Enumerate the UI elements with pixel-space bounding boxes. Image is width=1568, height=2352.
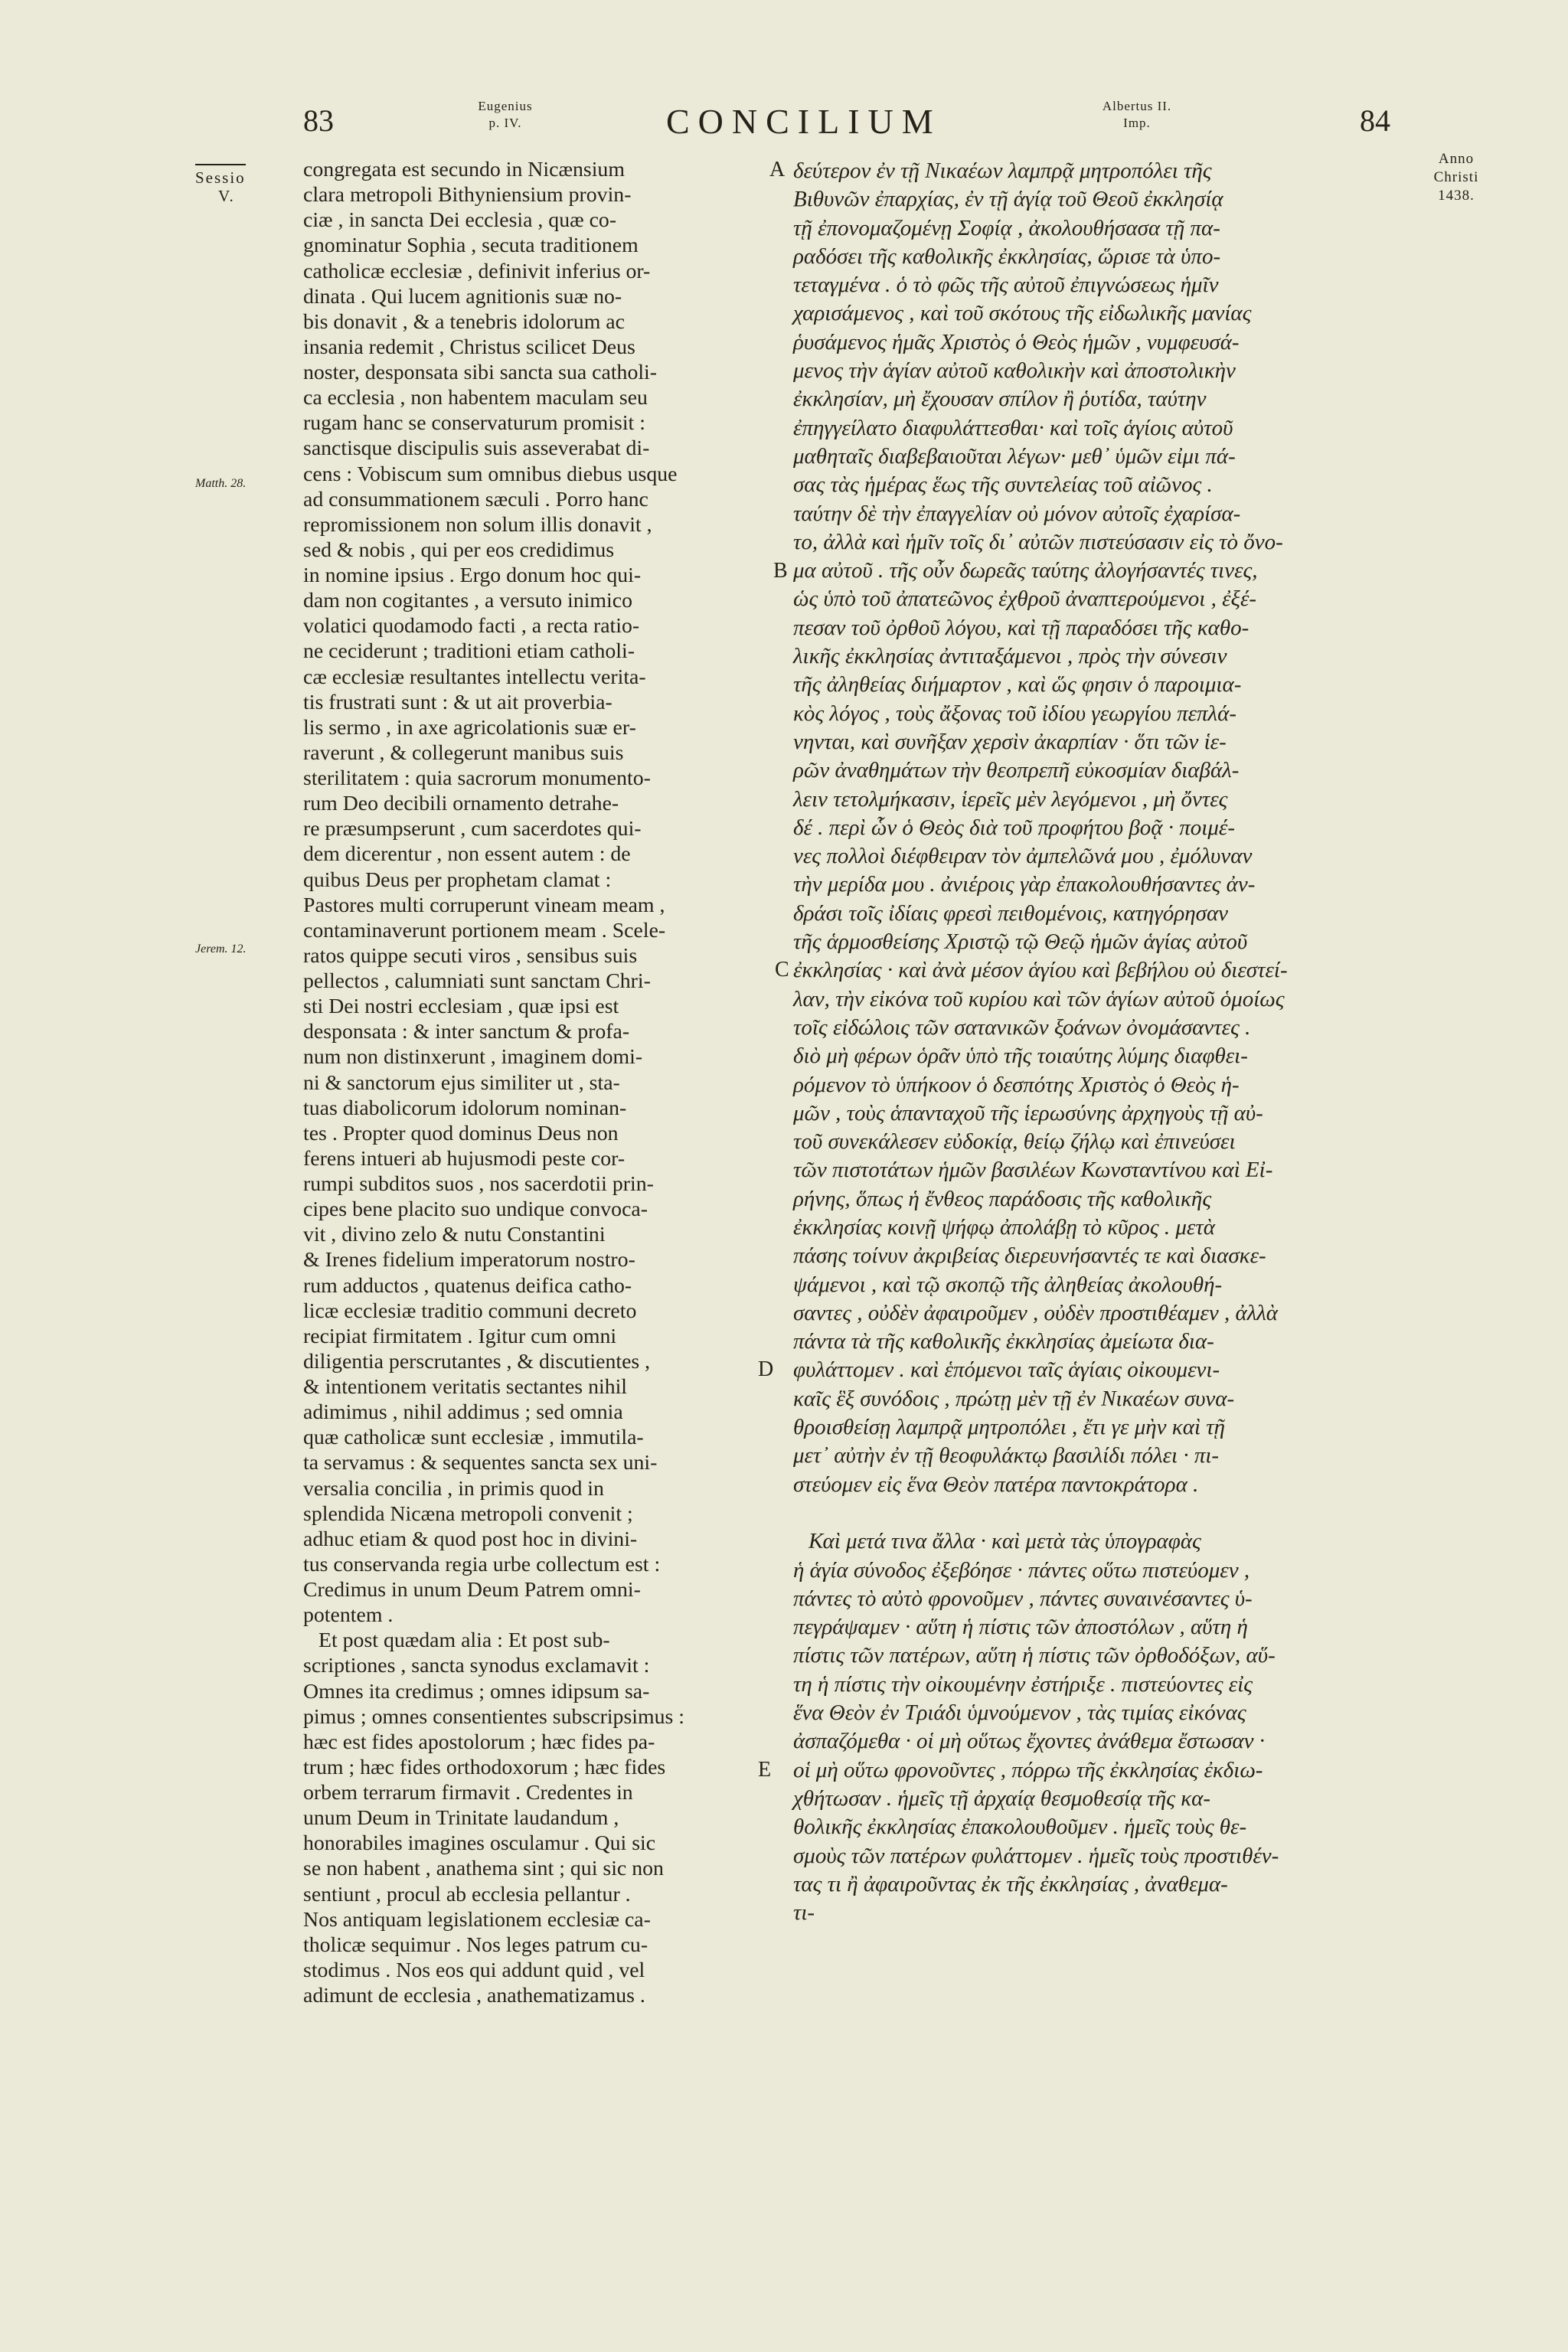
greek-text-line: σαντες , οὐδὲν ἀφαιροῦμεν , οὐδὲν προστιθέαμεν , ἀλλὰ	[793, 1300, 1279, 1325]
section-letter-d: D	[758, 1357, 774, 1381]
latin-text-line: dinata . Qui lucem agnitionis suæ no-	[303, 284, 622, 309]
latin-text-line: ni & sanctorum ejus similiter ut , sta-	[303, 1070, 620, 1095]
latin-text-line: licæ ecclesiæ traditio communi decreto	[303, 1298, 637, 1323]
session-number: V.	[218, 187, 235, 205]
latin-text-line: versalia concilia , in primis quod in	[303, 1476, 604, 1501]
section-letter-a: A	[769, 158, 786, 181]
emperor-sub: Imp.	[1123, 116, 1151, 130]
greek-text-line: δεύτερον ἐν τῇ Νικαέων λαμπρᾷ μητροπόλει τῆς	[793, 158, 1212, 183]
greek-column	[793, 157, 1406, 1927]
latin-text-line: cens : Vobiscum sum omnibus diebus usque	[303, 462, 678, 486]
latin-text-line: Credimus in unum Deum Patrem omni-	[303, 1578, 641, 1602]
greek-text-line: τοῖς εἰδώλοις τῶν σατανικῶν ξοάνων ὀνομάσαντες .	[793, 1014, 1251, 1040]
greek-text-line: μῶν , τοὺς ἁπανταχοῦ τῆς ἱερωσύνης ἀρχηγοὺς τῇ αὐ-	[793, 1100, 1263, 1125]
latin-text-line: tis frustrati sunt : & ut ait proverbia-	[303, 690, 612, 714]
latin-text-line: ad consummationem sæculi . Porro hanc	[303, 487, 648, 511]
latin-text-line: gnominatur Sophia , secuta traditionem	[303, 234, 639, 258]
latin-text-line: insania redemit , Christus scilicet Deus	[303, 335, 635, 359]
latin-text-line: potentem .	[303, 1603, 394, 1628]
latin-text-line: re præsumpserunt , cum sacerdotes qui-	[303, 817, 642, 841]
latin-text-line: sanctisque discipulis suis asseverabat di-	[303, 436, 650, 461]
latin-text-line: se non habent , anathema sint ; qui sic non	[303, 1857, 664, 1881]
latin-text-line: dem dicerentur , non essent autem : de	[303, 842, 631, 867]
latin-text-line: volatici quodamodo facti , a recta ratio-	[303, 614, 640, 639]
latin-text-line: Pastores multi corruperunt vineam meam ,	[303, 893, 665, 917]
page-number-left: 83	[303, 103, 334, 138]
latin-text-line: in nomine ipsius . Ergo donum hoc qui-	[303, 564, 642, 587]
latin-text-line: pellectos , calumniati sunt sanctam Chri-	[303, 969, 651, 993]
latin-text-line: congregata est secundo in Nicænsium	[303, 158, 625, 181]
emperor-heading	[1091, 98, 1183, 132]
margin-ref-matthew: Matth. 28.	[195, 477, 247, 490]
latin-text-line: dam non cogitantes , a versuto inimico	[303, 589, 632, 613]
greek-text-line: νες πολλοὶ διέφθειραν τὸν ἀμπελῶνά μου , ἐμόλυναν	[793, 844, 1253, 869]
latin-text-line: ne ceciderunt ; traditioni etiam catholi-	[303, 639, 635, 664]
section-letter-b: B	[773, 559, 788, 583]
greek-text-line: κὸς λόγος , τοὺς ἄξονας τοῦ ἰδίου γεωργίου πεπλά-	[793, 701, 1236, 726]
greek-text-line: πίστις τῶν πατέρων, αὕτη ἡ πίστις τῶν ὀρθοδόξων, αὕ-	[793, 1643, 1276, 1668]
latin-text-line: ciæ , in sancta Dei ecclesia , quæ co-	[303, 208, 617, 233]
greek-text-line: διὸ μὴ φέρων ὁρᾶν ὑπὸ τῆς τοιαύτης λύμης διαφθει-	[793, 1044, 1248, 1069]
latin-text-line: num non distinxerunt , imaginem domi-	[303, 1045, 643, 1070]
latin-text-line: clara metropoli Bithyniensium provin-	[303, 183, 632, 207]
greek-text-line: λικῆς ἐκκλησίας ἀντιταξάμενοι , πρὸς τὴν σύνεσιν	[793, 644, 1227, 669]
greek-text-line: τῇ ἐπονομαζομένῃ Σοφίᾳ , ἀκολουθήσασα τῇ πα-	[793, 215, 1220, 240]
greek-text-line: τεταγμένα . ὁ τὸ φῶς τῆς αὐτοῦ ἐπιγνώσεως ἡμῖν	[793, 273, 1219, 298]
latin-text-line: raverunt , & collegerunt manibus suis	[303, 740, 624, 765]
greek-text-line: νηνται, καὶ συνῆξαν χερσὶν ἀκαρπίαν · ὅτι τῶν ἱε-	[793, 729, 1227, 754]
greek-text-line: στεύομεν εἰς ἕνα Θεὸν πατέρα παντοκράτορα .	[793, 1472, 1199, 1497]
greek-text-line: ρῶν ἀναθημάτων τὴν θεοπρεπῆ εὐκοσμίαν διαβάλ-	[793, 758, 1240, 783]
greek-text-line: Βιθυνῶν ἐπαρχίας, ἐν τῇ ἁγίᾳ τοῦ Θεοῦ ἐκκλησίᾳ	[793, 187, 1223, 212]
greek-text-line: φυλάττομεν . καὶ ἑπόμενοι ταῖς ἁγίαις οἰκουμενι-	[793, 1357, 1220, 1383]
latin-text-line: Omnes ita credimus ; omnes idipsum sa-	[303, 1679, 650, 1704]
latin-text-line: orbem terrarum firmavit . Credentes in	[303, 1781, 633, 1805]
greek-text-line: πάντα τὰ τῆς καθολικῆς ἐκκλησίας ἀμείωτα δια-	[793, 1329, 1214, 1354]
latin-text-line: pimus ; omnes consentientes subscripsimus :	[303, 1704, 684, 1729]
greek-text-line: λειν τετολμήκασιν, ἱερεῖς μὲν λεγόμενοι , μὴ ὄντες	[793, 786, 1228, 812]
greek-text-line: οἱ μὴ οὕτω φρονοῦντες , πόρρω τῆς ἐκκλησίας ἐκδιω-	[793, 1757, 1263, 1782]
greek-text-line: Καὶ μετά τινα ἄλλα · καὶ μετὰ τὰς ὑπογραφὰς	[808, 1529, 1201, 1554]
latin-text-line: contaminaverunt portionem meam . Scele-	[303, 918, 666, 942]
greek-text-line: μετ᾽ αὐτὴν ἐν τῇ θεοφυλάκτῳ βασιλίδι πόλει · πι-	[793, 1443, 1220, 1468]
greek-text-line: τας τι ἢ ἀφαιροῦντας ἐκ τῆς ἐκκλησίας , ἀναθεμα-	[793, 1871, 1228, 1896]
session-label: Sessio	[195, 168, 246, 187]
latin-text-line: adhuc etiam & quod post hoc in divini-	[303, 1527, 638, 1551]
page-header	[0, 98, 1568, 159]
latin-text-line: sed & nobis , qui per eos credidimus	[303, 537, 615, 562]
latin-text-line: repromissionem non solum illis donavit ,	[303, 512, 652, 537]
greek-text-line: τι-	[793, 1900, 815, 1926]
latin-text-line: sti Dei nostri ecclesiam , quæ ipsi est	[303, 995, 619, 1019]
running-title: CONCILIUM	[666, 102, 942, 141]
greek-text-line: τῆς ἁρμοσθείσης Χριστῷ τῷ Θεῷ ἡμῶν ἁγίας αὐτοῦ	[793, 929, 1248, 955]
latin-text-line: quibus Deus per prophetam clamat :	[303, 867, 612, 892]
latin-text-line: hæc est fides apostolorum ; hæc fides pa-	[303, 1730, 655, 1754]
latin-text-line: stodimus . Nos eos qui addunt quid , vel	[303, 1958, 645, 1982]
greek-text-line: καῖς ἓξ συνόδοις , πρώτῃ μὲν τῇ ἐν Νικαέων συνα-	[793, 1386, 1235, 1411]
pope-name: Eugenius	[478, 99, 533, 113]
latin-text-line: rum Deo decibili ornamento detrahe-	[303, 792, 619, 816]
greek-text-line: ἀσπαζόμεθα · οἱ μὴ οὕτως ἔχοντες ἀνάθεμα ἔστωσαν ·	[793, 1729, 1266, 1754]
greek-text-line: πάντες τὸ αὐτὸ φρονοῦμεν , πάντες συναινέσαντες ὑ-	[793, 1586, 1253, 1611]
latin-text-line: noster, desponsata sibi sancta sua catholi-	[303, 361, 658, 384]
latin-text-line: Et post quædam alia : Et post sub-	[318, 1628, 610, 1653]
latin-text-line: honorabiles imagines osculamur . Qui sic	[303, 1831, 656, 1856]
greek-text-line: τῆς ἀληθείας διήμαρτον , καὶ ὥς φησιν ὁ παροιμια-	[793, 672, 1242, 697]
latin-text-line: tholicæ sequimur . Nos leges patrum cu-	[303, 1932, 648, 1957]
greek-text-line: χθήτωσαν . ἡμεῖς τῇ ἀρχαίᾳ θεσμοθεσίᾳ τῆς κα-	[793, 1785, 1211, 1811]
latin-text-line: rugam hanc se conservaturum promisit :	[303, 411, 645, 436]
latin-text-line: splendida Nicæna metropoli convenit ;	[303, 1501, 633, 1526]
greek-text-line: ὡς ὑπὸ τοῦ ἀπατεῶνος ἐχθροῦ ἀναπτερούμενοι , ἐξέ-	[793, 586, 1257, 612]
latin-text-line: adimunt de ecclesia , anathematizamus .	[303, 1984, 645, 2007]
year-value: 1438.	[1438, 188, 1475, 204]
christi-label: Christi	[1433, 169, 1479, 185]
latin-text-line: sentiunt , procul ab ecclesia pellantur .	[303, 1882, 631, 1906]
greek-text-line: σας τὰς ἡμέρας ἕως τῆς συντελείας τοῦ αἰῶνος .	[793, 472, 1213, 498]
anno-label: Anno	[1438, 151, 1475, 167]
latin-text-line: trum ; hæc fides orthodoxorum ; hæc fides	[303, 1755, 666, 1779]
greek-text-line: πάσης τοίνυν ἀκριβείας διερευνήσαντές τε καὶ διασκε-	[793, 1243, 1266, 1269]
greek-text-line: τοῦ συνεκάλεσεν εὐδοκίᾳ, θείῳ ζήλῳ καὶ ἐπινεύσει	[793, 1129, 1236, 1155]
latin-text-line: unum Deum in Trinitate laudandum ,	[303, 1806, 619, 1831]
greek-text-line: ἐκκλησίαν, μὴ ἔχουσαν σπίλον ἢ ῥυτίδα, ταύτην	[793, 387, 1207, 412]
greek-text-line: χαρισάμενος , καὶ τοῦ σκότους τῆς εἰδωλικῆς μανίας	[793, 301, 1252, 326]
latin-text-line: desponsata : & inter sanctum & profa-	[303, 1020, 630, 1044]
greek-text-line: το, ἀλλὰ καὶ ἡμῖν τοῖς δι᾽ αὐτῶν πιστεύσασιν εἰς τὸ ὄνο-	[793, 529, 1283, 554]
greek-text-line: πεσαν τοῦ ὀρθοῦ λόγου, καὶ τῇ παραδόσει τῆς καθο-	[793, 615, 1250, 640]
latin-text-line: catholicæ ecclesiæ , definivit inferius or-	[303, 259, 651, 283]
greek-text-line: θροισθείσῃ λαμπρᾷ μητροπόλει , ἔτι γε μὴν καὶ τῇ	[793, 1415, 1226, 1440]
section-letter-e: E	[758, 1758, 772, 1782]
latin-text-line: tus conservanda regia urbe collectum est :	[303, 1552, 661, 1576]
latin-text-line: sterilitatem : quia sacrorum monumento-	[303, 766, 651, 790]
greek-text-line: μενος τὴν ἁγίαν αὐτοῦ καθολικὴν καὶ ἀποστολικὴν	[793, 358, 1236, 384]
latin-text-line: ferens intueri ab hujusmodi peste cor-	[303, 1146, 626, 1171]
session-marker	[195, 164, 246, 205]
greek-text-line: ρόμενον τὸ ὑπήκοον ὁ δεσπότης Χριστὸς ὁ Θεὸς ἡ-	[793, 1072, 1240, 1097]
section-letter-c: C	[775, 958, 789, 982]
greek-text-line: ἐπηγγείλατο διαφυλάττεσθαι· καὶ τοῖς ἁγίοις αὐτοῦ	[793, 415, 1233, 440]
latin-text-line: quæ catholicæ sunt ecclesiæ , immutila-	[303, 1426, 644, 1450]
latin-text-line: rum adductos , quatenus deifica catho-	[303, 1273, 632, 1298]
latin-text-line: scriptiones , sancta synodus exclamavit :	[303, 1654, 650, 1678]
latin-text-line: & intentionem veritatis sectantes nihil	[303, 1375, 628, 1399]
greek-text-line: δράσι τοῖς ἰδίαις φρεσὶ πειθομένοις, κατηγόρησαν	[793, 900, 1229, 926]
emperor-name: Albertus II.	[1102, 99, 1172, 113]
greek-text-line: μαθηταῖς διαβεβαιοῦται λέγων· μεθ᾽ ὑμῶν εἰμι πά-	[793, 443, 1236, 469]
latin-text-line: Nos antiquam legislationem ecclesiæ ca-	[303, 1907, 651, 1932]
greek-text-line	[793, 1499, 1406, 1527]
greek-text-line: πεγράψαμεν · αὕτη ἡ πίστις τῶν ἀποστόλων , αὕτη ἡ	[793, 1615, 1248, 1640]
latin-text-line: lis sermo , in axe agricolationis suæ er-	[303, 715, 636, 740]
latin-text-line: rumpi subditos suos , nos sacerdotii prin-	[303, 1172, 654, 1196]
greek-text-line: τῶν πιστοτάτων ἡμῶν βασιλέων Κωνσταντίνου καὶ Εἰ-	[793, 1158, 1273, 1183]
latin-text-line: tes . Propter quod dominus Deus non	[303, 1121, 619, 1145]
year-marker	[1410, 150, 1502, 205]
greek-text-line: θολικῆς ἐκκλησίας ἐπακολουθοῦμεν . ἡμεῖς τοὺς θε-	[793, 1815, 1247, 1840]
greek-text-line: ραδόσει τῆς καθολικῆς ἐκκλησίας, ὥρισε τὰ ὑπο-	[793, 243, 1221, 269]
latin-text-line: tuas diabolicorum idolorum nominan-	[303, 1096, 627, 1120]
greek-text-line: ψάμενοι , καὶ τῷ σκοπῷ τῆς ἀληθείας ἀκολουθή-	[793, 1272, 1223, 1297]
latin-text-line: & Irenes fidelium imperatorum nostro-	[303, 1248, 635, 1272]
greek-text-line: ἐκκλησίας · καὶ ἀνὰ μέσον ἁγίου καὶ βεβήλου οὐ διεστεί-	[793, 958, 1288, 983]
pope-heading	[459, 98, 551, 132]
latin-text-line: recipiat firmitatem . Igitur cum omni	[303, 1324, 617, 1348]
margin-ref-jeremiah: Jerem. 12.	[195, 942, 247, 956]
greek-text-line: ταύτην δὲ τὴν ἐπαγγελίαν οὐ μόνον αὐτοῖς ἐχαρίσα-	[793, 501, 1241, 526]
greek-text-line: τη ἡ πίστις τὴν οἰκουμένην ἐστήριξε . πιστεύοντες εἰς	[793, 1671, 1253, 1697]
greek-text-line: ἐκκλησίας κοινῇ ψήφῳ ἀπολάβῃ τὸ κῦρος . μετὰ	[793, 1214, 1215, 1240]
greek-text-line: δέ . περὶ ὧν ὁ Θεὸς διὰ τοῦ προφήτου βοᾷ · ποιμέ-	[793, 815, 1235, 840]
greek-text-line: ρήνης, ὅπως ἡ ἔνθεος παράδοσις τῆς καθολικῆς	[793, 1186, 1212, 1211]
greek-text-line: μα αὐτοῦ . τῆς οὖν δωρεᾶς ταύτης ἀλογήσαντές τινες,	[793, 558, 1258, 583]
latin-text-line: ta servamus : & sequentes sancta sex uni-	[303, 1451, 658, 1475]
latin-text-line: bis donavit , & a tenebris idolorum ac	[303, 309, 625, 334]
page-number-right: 84	[1360, 103, 1390, 138]
greek-text-line: λαν, τὴν εἰκόνα τοῦ κυρίου καὶ τῶν ἁγίων αὐτοῦ ὁμοίως	[793, 986, 1285, 1011]
greek-text-line: ἕνα Θεὸν ἐν Τριάδι ὑμνούμενον , τὰς τιμίας εἰκόνας	[793, 1700, 1246, 1726]
pope-sub: p. IV.	[488, 116, 522, 130]
greek-text-line: ἡ ἁγία σύνοδος ἐξεβόησε · πάντες οὕτω πιστεύομεν ,	[793, 1557, 1250, 1583]
latin-text-line: adimimus , nihil addimus ; sed omnia	[303, 1400, 623, 1425]
latin-text-line: ratos quippe secuti viros , sensibus suis	[303, 943, 638, 968]
latin-text-line: cipes bene placito suo undique convoca-	[303, 1197, 648, 1222]
greek-text-line: σμοὺς τῶν πατέρων φυλάττομεν . ἡμεῖς τοὺς προστιθέν-	[793, 1843, 1279, 1868]
greek-text-line: ῥυσάμενος ἡμᾶς Χριστὸς ὁ Θεὸς ἡμῶν , νυμφευσά-	[793, 329, 1240, 354]
latin-column	[303, 157, 766, 2008]
latin-text-line: diligentia perscrutantes , & discutientes ,	[303, 1349, 651, 1374]
latin-text-line: cæ ecclesiæ resultantes intellectu verita-	[303, 665, 646, 689]
latin-text-line: ca ecclesia , non habentem maculam seu	[303, 386, 648, 410]
greek-text-line: τὴν μερίδα μου . ἀνιέροις γὰρ ἐπακολουθήσαντες ἀν-	[793, 872, 1256, 897]
latin-text-line: vit , divino zelo & nutu Constantini	[303, 1223, 606, 1247]
